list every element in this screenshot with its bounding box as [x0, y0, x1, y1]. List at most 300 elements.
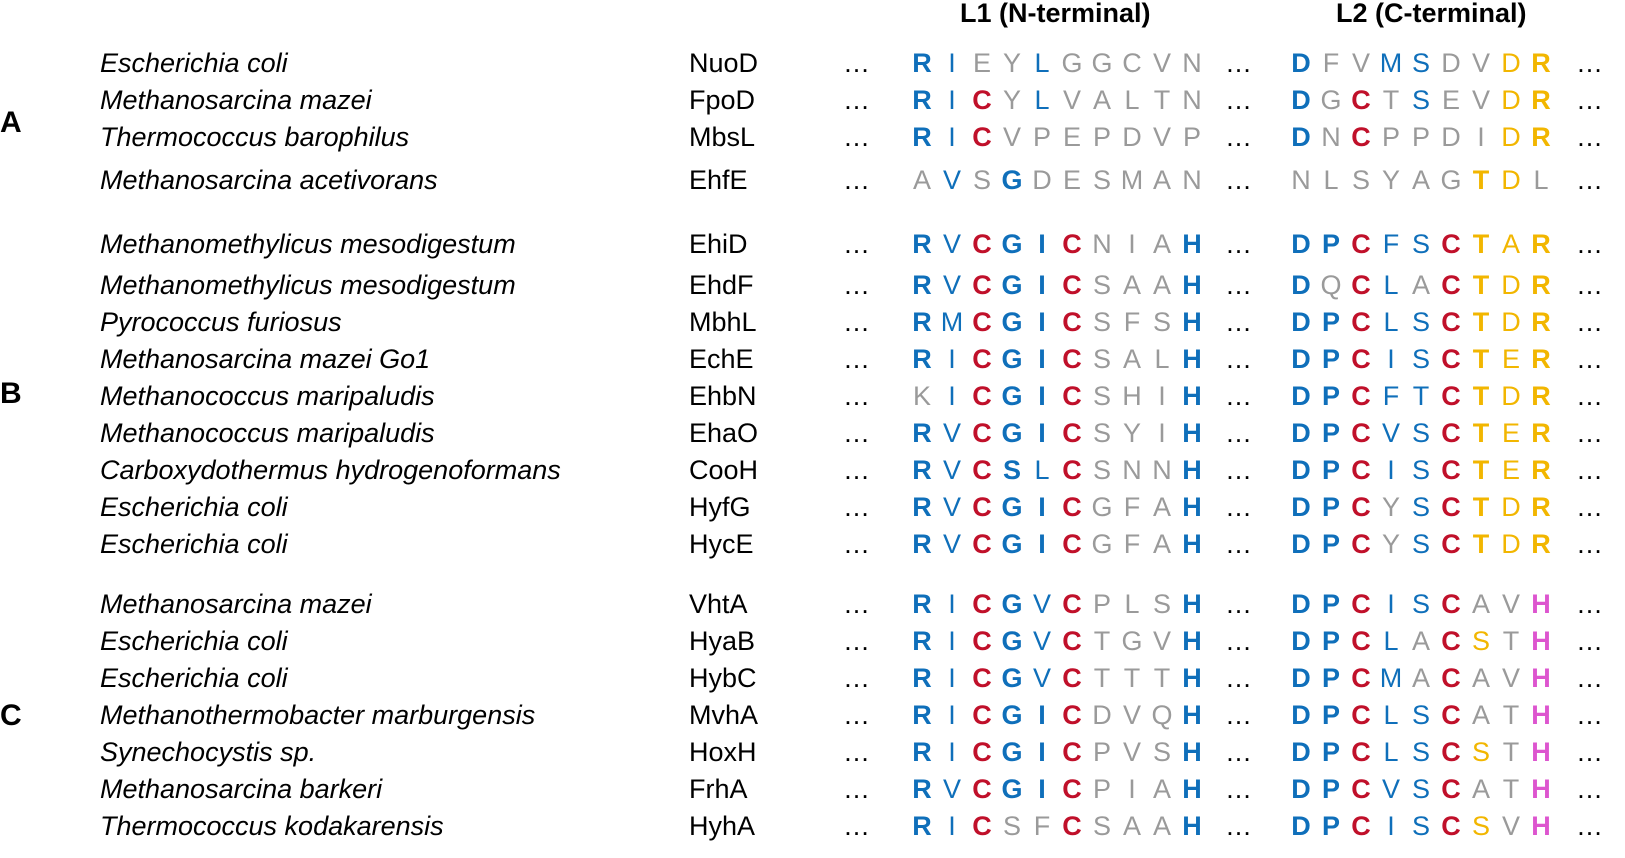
l1-residue: L: [1154, 344, 1170, 374]
l2-residue: D: [1291, 122, 1311, 152]
l1-residue: H: [1122, 381, 1142, 411]
ellipsis-3: …: [1576, 344, 1603, 374]
l2-residue: T: [1502, 737, 1520, 767]
l2-residue: D: [1441, 48, 1461, 78]
l2-residue: I: [1387, 811, 1395, 841]
protein-name: HyfG: [689, 492, 751, 522]
l2-residue: D: [1291, 418, 1311, 448]
l1-residue: C: [1062, 663, 1082, 693]
ellipsis-1: …: [843, 663, 870, 693]
l2-residue: C: [1441, 229, 1461, 259]
l1-residue: C: [1062, 737, 1082, 767]
l2-residue: S: [1411, 492, 1430, 522]
l2-residue: L: [1323, 165, 1339, 195]
organism-name: Methanococcus maripaludis: [100, 418, 435, 448]
ellipsis-1: …: [843, 344, 870, 374]
ellipsis-2: …: [1225, 122, 1252, 152]
l1-residue: V: [1062, 85, 1081, 115]
l1-residue: G: [1001, 589, 1023, 619]
l2-residue: P: [1321, 418, 1340, 448]
l1-residue: I: [1038, 774, 1046, 804]
l2-residue: H: [1531, 700, 1551, 730]
l1-residue: L: [1034, 455, 1050, 485]
l2-residue: D: [1291, 529, 1311, 559]
protein-name: VhtA: [689, 589, 748, 619]
protein-name: EhaO: [689, 418, 759, 448]
ellipsis-1: …: [843, 455, 870, 485]
l2-residue: V: [1501, 663, 1520, 693]
l1-residue: A: [1152, 774, 1171, 804]
l1-residue: N: [1092, 229, 1112, 259]
l2-residue: T: [1382, 85, 1400, 115]
l2-residue: S: [1411, 811, 1430, 841]
l1-residue: M: [940, 307, 964, 337]
l2-residue: S: [1471, 626, 1490, 656]
l1-residue: A: [1122, 344, 1141, 374]
l1-residue: C: [972, 381, 992, 411]
l1-residue: V: [942, 165, 961, 195]
l2-residue: Y: [1381, 165, 1400, 195]
l2-residue: S: [1411, 455, 1430, 485]
l2-residue: S: [1411, 344, 1430, 374]
ellipsis-1: …: [843, 381, 870, 411]
l2-residue: T: [1502, 774, 1520, 804]
l2-residue: S: [1411, 774, 1430, 804]
ellipsis-2: …: [1225, 626, 1252, 656]
l2-residue: S: [1411, 700, 1430, 730]
l2-residue: D: [1501, 270, 1521, 300]
l1-residue: G: [1001, 774, 1023, 804]
l1-residue: C: [1062, 700, 1082, 730]
organism-name: Methanosarcina mazei: [100, 589, 372, 619]
l2-residue: A: [1471, 774, 1490, 804]
protein-name: CooH: [689, 455, 759, 485]
l2-residue: D: [1501, 381, 1521, 411]
l2-residue: S: [1471, 737, 1490, 767]
l2-residue: T: [1472, 492, 1490, 522]
organism-name: Carboxydothermus hydrogenoformans: [100, 455, 561, 485]
l2-residue: S: [1351, 165, 1370, 195]
l1-residue: S: [972, 165, 991, 195]
l2-residue: A: [1501, 229, 1520, 259]
l2-residue: R: [1531, 48, 1551, 78]
l2-residue: S: [1411, 229, 1430, 259]
l2-residue: P: [1321, 811, 1340, 841]
organism-name: Methanothermobacter marburgensis: [100, 700, 536, 730]
l2-residue: P: [1321, 774, 1340, 804]
l2-residue: H: [1531, 626, 1551, 656]
l1-residue: I: [1038, 229, 1046, 259]
l1-residue: I: [948, 48, 956, 78]
ellipsis-1: …: [843, 418, 870, 448]
l1-residue: H: [1182, 229, 1202, 259]
l1-residue: I: [948, 85, 956, 115]
l2-residue: D: [1291, 663, 1311, 693]
l2-residue: H: [1531, 589, 1551, 619]
organism-name: Escherichia coli: [100, 492, 288, 522]
ellipsis-3: …: [1576, 418, 1603, 448]
l2-residue: D: [1501, 85, 1521, 115]
ellipsis-2: …: [1225, 307, 1252, 337]
protein-name: EhdF: [689, 270, 754, 300]
l1-residue: R: [912, 663, 932, 693]
l2-residue: D: [1501, 48, 1521, 78]
ellipsis-2: …: [1225, 48, 1252, 78]
l2-residue: H: [1531, 737, 1551, 767]
l1-residue: A: [912, 165, 931, 195]
l2-residue: T: [1472, 307, 1490, 337]
l1-residue: R: [912, 529, 932, 559]
l2-residue: D: [1501, 307, 1521, 337]
l2-residue: C: [1441, 381, 1461, 411]
l1-residue: C: [972, 418, 992, 448]
ellipsis-2: …: [1225, 663, 1252, 693]
ellipsis-3: …: [1576, 529, 1603, 559]
ellipsis-1: …: [843, 229, 870, 259]
l1-residue: V: [942, 455, 961, 485]
l1-residue: S: [1002, 455, 1021, 485]
l2-residue: C: [1441, 737, 1461, 767]
l2-residue: S: [1411, 529, 1430, 559]
l2-residue: T: [1502, 700, 1520, 730]
l2-residue: D: [1501, 492, 1521, 522]
l1-residue: Y: [1122, 418, 1141, 448]
l1-residue: H: [1182, 307, 1202, 337]
protein-name: NuoD: [689, 48, 759, 78]
l2-residue: E: [1441, 85, 1460, 115]
l1-residue: C: [972, 229, 992, 259]
l1-residue: P: [1092, 122, 1111, 152]
organism-name: Methanococcus maripaludis: [100, 381, 435, 411]
l2-residue: C: [1351, 663, 1371, 693]
l1-residue: G: [1001, 307, 1023, 337]
l2-residue: D: [1291, 270, 1311, 300]
l2-residue: C: [1441, 307, 1461, 337]
l1-residue: H: [1182, 381, 1202, 411]
ellipsis-2: …: [1225, 165, 1252, 195]
l2-residue: L: [1383, 737, 1399, 767]
l1-residue: H: [1182, 700, 1202, 730]
l1-residue: L: [1124, 589, 1140, 619]
l1-residue: C: [1062, 626, 1082, 656]
l1-residue: I: [948, 663, 956, 693]
l1-residue: S: [1092, 811, 1111, 841]
organism-name: Methanomethylicus mesodigestum: [100, 229, 516, 259]
ellipsis-1: …: [843, 774, 870, 804]
group-label-a: A: [0, 106, 22, 139]
l2-residue: I: [1477, 122, 1485, 152]
protein-name: HybC: [689, 663, 757, 693]
l1-residue: C: [1062, 344, 1082, 374]
l2-residue: D: [1291, 626, 1311, 656]
l1-residue: C: [1062, 307, 1082, 337]
l1-residue: S: [1092, 381, 1111, 411]
l1-residue: I: [948, 700, 956, 730]
group-label-b: B: [0, 377, 22, 410]
l2-residue: T: [1472, 229, 1490, 259]
ellipsis-3: …: [1576, 165, 1603, 195]
organism-name: Escherichia coli: [100, 663, 288, 693]
l1-residue: I: [1038, 492, 1046, 522]
l1-residue: S: [1092, 165, 1111, 195]
ellipsis-3: …: [1576, 492, 1603, 522]
l2-residue: V: [1351, 48, 1370, 78]
l1-residue: C: [972, 270, 992, 300]
protein-name: FpoD: [689, 85, 756, 115]
l2-residue: C: [1351, 529, 1371, 559]
l1-residue: R: [912, 418, 932, 448]
l2-residue: T: [1472, 270, 1490, 300]
l1-residue: I: [1038, 344, 1046, 374]
ellipsis-2: …: [1225, 270, 1252, 300]
l2-residue: S: [1411, 85, 1430, 115]
l1-residue: V: [942, 270, 961, 300]
l2-residue: S: [1411, 737, 1430, 767]
l1-header: L1 (N-terminal): [960, 0, 1151, 28]
l1-residue: R: [912, 700, 932, 730]
l1-residue: C: [972, 811, 992, 841]
l1-residue: T: [1093, 626, 1111, 656]
l2-residue: C: [1351, 700, 1371, 730]
l2-residue: C: [1351, 229, 1371, 259]
l2-residue: H: [1531, 663, 1551, 693]
l2-residue: D: [1291, 344, 1311, 374]
l2-residue: C: [1441, 626, 1461, 656]
l1-residue: N: [1182, 48, 1202, 78]
ellipsis-3: …: [1576, 774, 1603, 804]
l1-residue: G: [1001, 165, 1023, 195]
l1-residue: A: [1122, 811, 1141, 841]
ellipsis-1: …: [843, 700, 870, 730]
ellipsis-3: …: [1576, 122, 1603, 152]
ellipsis-1: …: [843, 270, 870, 300]
l2-residue: C: [1441, 418, 1461, 448]
ellipsis-3: …: [1576, 811, 1603, 841]
l2-residue: M: [1379, 663, 1403, 693]
l1-residue: A: [1152, 165, 1171, 195]
l1-residue: H: [1182, 344, 1202, 374]
l2-residue: P: [1321, 307, 1340, 337]
organism-name: Synechocystis sp.: [100, 737, 317, 767]
l2-residue: P: [1321, 663, 1340, 693]
protein-name: MbhL: [689, 307, 757, 337]
l2-residue: L: [1383, 700, 1399, 730]
l1-residue: C: [1062, 589, 1082, 619]
l2-residue: C: [1351, 455, 1371, 485]
l1-residue: C: [972, 307, 992, 337]
organism-name: Methanosarcina acetivorans: [100, 165, 438, 195]
l2-residue: N: [1291, 165, 1311, 195]
l1-residue: I: [1158, 381, 1166, 411]
l2-residue: L: [1383, 270, 1399, 300]
l1-residue: H: [1182, 663, 1202, 693]
l2-residue: P: [1321, 229, 1340, 259]
ellipsis-2: …: [1225, 344, 1252, 374]
l1-residue: G: [1091, 48, 1113, 78]
l2-header: L2 (C-terminal): [1336, 0, 1527, 28]
l2-residue: T: [1412, 381, 1430, 411]
l1-residue: G: [1091, 529, 1113, 559]
l2-residue: C: [1351, 122, 1371, 152]
l1-residue: G: [1121, 626, 1143, 656]
l2-residue: D: [1501, 122, 1521, 152]
l1-residue: N: [1152, 455, 1172, 485]
ellipsis-2: …: [1225, 418, 1252, 448]
l1-residue: C: [1062, 529, 1082, 559]
l1-residue: C: [972, 737, 992, 767]
l2-residue: F: [1382, 381, 1400, 411]
l2-residue: C: [1351, 418, 1371, 448]
ellipsis-2: …: [1225, 700, 1252, 730]
l1-residue: A: [1152, 270, 1171, 300]
organism-name: Thermococcus barophilus: [100, 122, 410, 152]
l2-residue: C: [1351, 381, 1371, 411]
ellipsis-2: …: [1225, 455, 1252, 485]
l2-residue: F: [1322, 48, 1340, 78]
l1-residue: V: [1122, 737, 1141, 767]
ellipsis-3: …: [1576, 229, 1603, 259]
l2-residue: C: [1441, 270, 1461, 300]
l1-residue: C: [972, 85, 992, 115]
l1-residue: I: [1038, 700, 1046, 730]
l2-residue: H: [1531, 811, 1551, 841]
l1-residue: V: [942, 774, 961, 804]
l1-residue: S: [1152, 589, 1171, 619]
l2-residue: A: [1471, 663, 1490, 693]
l2-residue: P: [1321, 529, 1340, 559]
l1-residue: C: [972, 774, 992, 804]
l1-residue: G: [1091, 492, 1113, 522]
l2-residue: D: [1291, 48, 1311, 78]
l2-residue: C: [1441, 663, 1461, 693]
organism-name: Methanosarcina barkeri: [100, 774, 383, 804]
l1-residue: R: [912, 270, 932, 300]
l2-residue: A: [1471, 700, 1490, 730]
ellipsis-3: …: [1576, 589, 1603, 619]
l2-residue: D: [1501, 165, 1521, 195]
ellipsis-2: …: [1225, 492, 1252, 522]
l2-residue: Y: [1381, 529, 1400, 559]
l2-residue: S: [1411, 589, 1430, 619]
l2-residue: R: [1531, 418, 1551, 448]
ellipsis-2: …: [1225, 774, 1252, 804]
l2-residue: A: [1411, 270, 1430, 300]
l2-residue: I: [1387, 344, 1395, 374]
l1-residue: P: [1032, 122, 1051, 152]
l2-residue: E: [1501, 418, 1520, 448]
l1-residue: I: [1038, 737, 1046, 767]
l1-residue: V: [1032, 626, 1051, 656]
l1-residue: G: [1061, 48, 1083, 78]
ellipsis-1: …: [843, 307, 870, 337]
l1-residue: H: [1182, 811, 1202, 841]
ellipsis-2: …: [1225, 529, 1252, 559]
ellipsis-3: …: [1576, 85, 1603, 115]
l2-residue: R: [1531, 455, 1551, 485]
l2-residue: C: [1351, 737, 1371, 767]
l1-residue: C: [972, 344, 992, 374]
organism-name: Escherichia coli: [100, 626, 288, 656]
l2-residue: C: [1351, 774, 1371, 804]
protein-name: EhbN: [689, 381, 757, 411]
l2-residue: P: [1321, 492, 1340, 522]
ellipsis-1: …: [843, 589, 870, 619]
ellipsis-2: …: [1225, 589, 1252, 619]
ellipsis-3: …: [1576, 455, 1603, 485]
l1-residue: V: [1152, 122, 1171, 152]
ellipsis-2: …: [1225, 811, 1252, 841]
l2-residue: R: [1531, 85, 1551, 115]
l2-residue: C: [1351, 344, 1371, 374]
l1-residue: R: [912, 85, 932, 115]
l2-residue: D: [1291, 811, 1311, 841]
protein-name: EhfE: [689, 165, 748, 195]
l1-residue: D: [1122, 122, 1142, 152]
l1-residue: C: [1062, 774, 1082, 804]
l1-residue: R: [912, 229, 932, 259]
l2-residue: V: [1501, 811, 1520, 841]
l1-residue: N: [1182, 165, 1202, 195]
l1-residue: H: [1182, 626, 1202, 656]
l1-residue: C: [1062, 381, 1082, 411]
l1-residue: R: [912, 344, 932, 374]
l1-residue: V: [942, 418, 961, 448]
l1-residue: V: [1002, 122, 1021, 152]
l1-residue: V: [1152, 48, 1171, 78]
l1-residue: R: [912, 737, 932, 767]
l1-residue: S: [1092, 344, 1111, 374]
l2-residue: P: [1321, 455, 1340, 485]
l1-residue: F: [1123, 492, 1141, 522]
l2-residue: D: [1441, 122, 1461, 152]
l1-residue: R: [912, 811, 932, 841]
l1-residue: C: [1062, 492, 1082, 522]
l1-residue: L: [1034, 48, 1050, 78]
l1-residue: I: [1128, 774, 1136, 804]
l1-residue: V: [1122, 700, 1141, 730]
protein-name: HycE: [689, 529, 754, 559]
ellipsis-3: …: [1576, 48, 1603, 78]
l2-residue: F: [1382, 229, 1400, 259]
l2-residue: C: [1441, 811, 1461, 841]
l1-residue: H: [1182, 492, 1202, 522]
l1-residue: S: [1152, 307, 1171, 337]
l2-residue: C: [1351, 307, 1371, 337]
ellipsis-1: …: [843, 85, 870, 115]
l1-residue: R: [912, 122, 932, 152]
l1-residue: T: [1093, 663, 1111, 693]
l2-residue: P: [1321, 589, 1340, 619]
l2-residue: D: [1291, 307, 1311, 337]
l2-residue: V: [1381, 418, 1400, 448]
l1-residue: L: [1034, 85, 1050, 115]
protein-name: HoxH: [689, 737, 757, 767]
l2-residue: C: [1441, 455, 1461, 485]
l1-residue: C: [972, 626, 992, 656]
l1-residue: V: [1032, 663, 1051, 693]
l2-residue: R: [1531, 492, 1551, 522]
organism-name: Escherichia coli: [100, 48, 288, 78]
ellipsis-1: …: [843, 529, 870, 559]
l2-residue: R: [1531, 307, 1551, 337]
l1-residue: I: [1038, 529, 1046, 559]
l1-residue: H: [1182, 418, 1202, 448]
l1-residue: E: [972, 48, 991, 78]
l2-residue: T: [1502, 626, 1520, 656]
ellipsis-3: …: [1576, 663, 1603, 693]
l1-residue: D: [1092, 700, 1112, 730]
l1-residue: I: [948, 811, 956, 841]
